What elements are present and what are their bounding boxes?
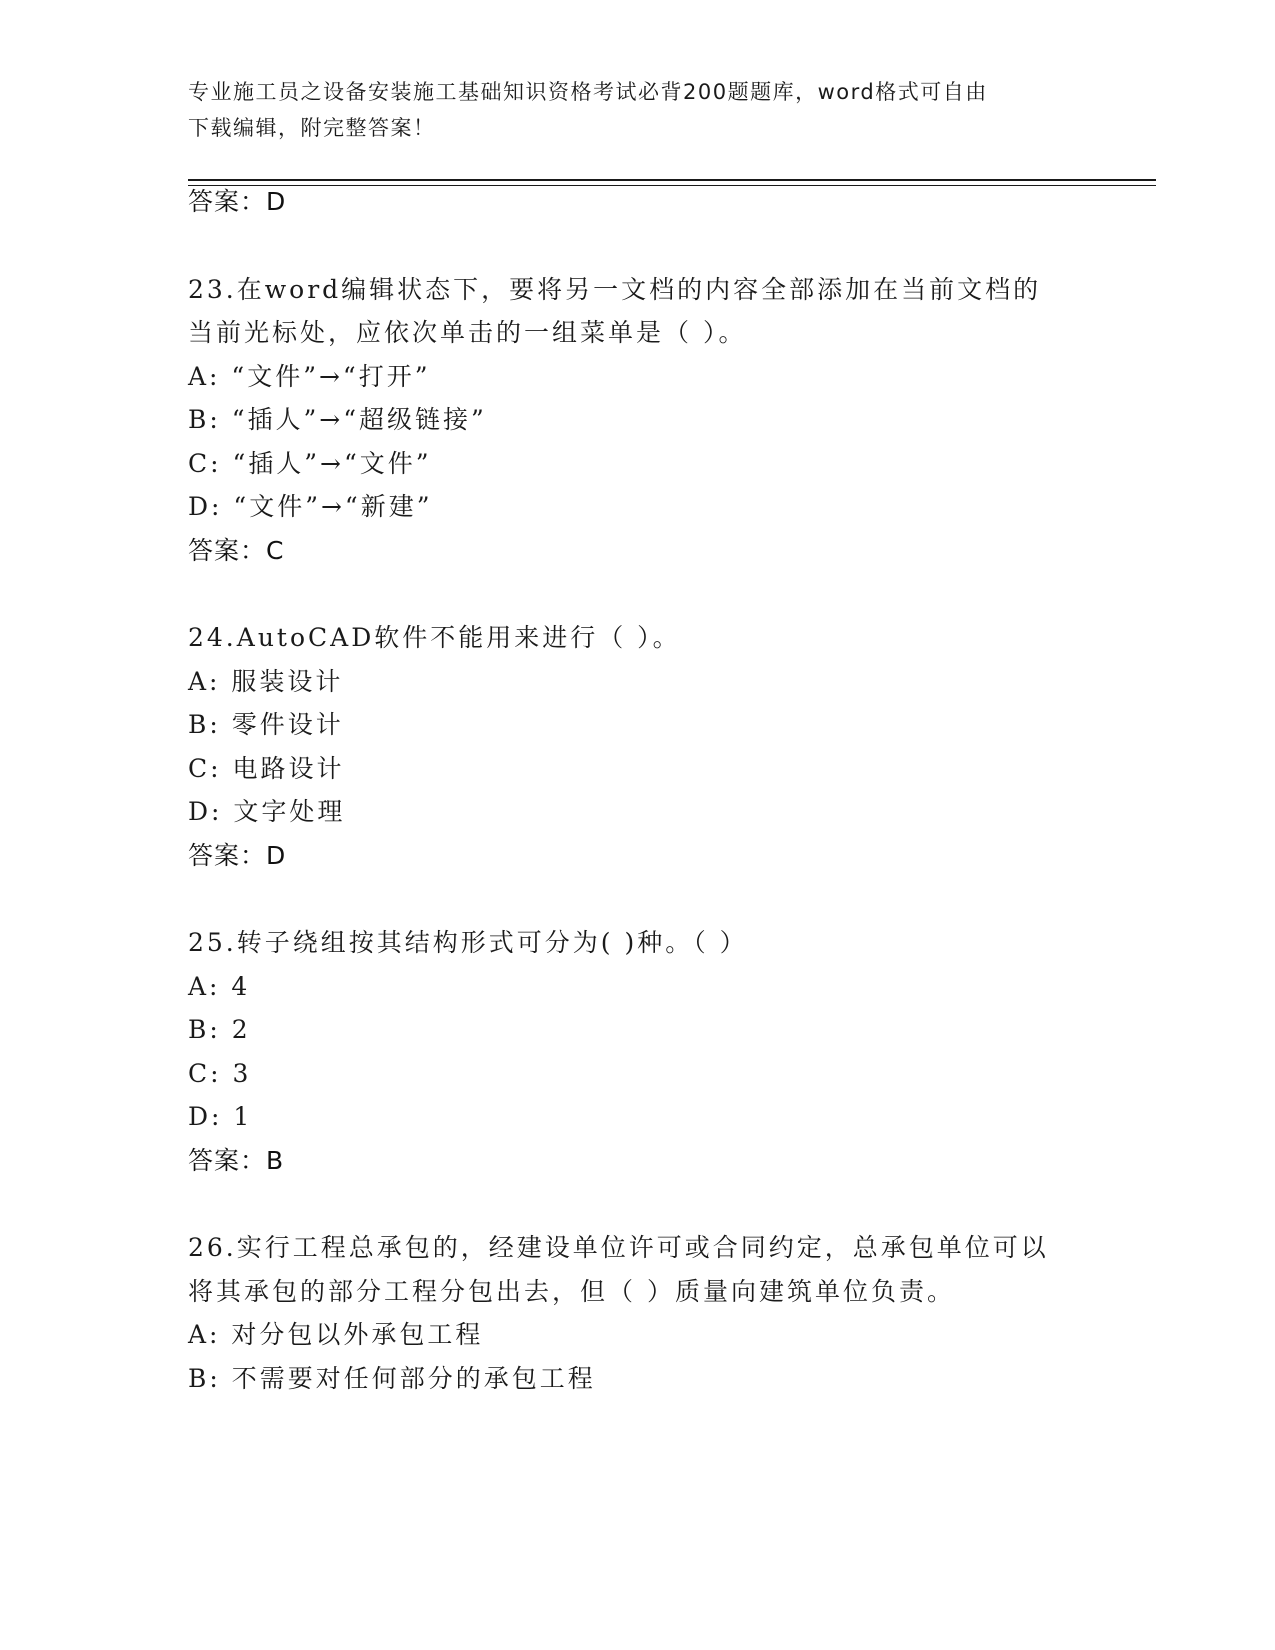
question-26-option-a: A: 对分包以外承包工程 bbox=[188, 1320, 484, 1349]
question-25-option-a: A: 4 bbox=[188, 972, 251, 1001]
question-24-option-b: B: 零件设计 bbox=[188, 710, 344, 739]
question-26-stem-line-2: 将其承包的部分工程分包出去，但（ ）质量向建筑单位负责。 bbox=[188, 1277, 955, 1306]
question-23-option-a: A: “文件”→“打开” bbox=[188, 362, 431, 391]
header-line-2: 下载编辑，附完整答案！ bbox=[188, 116, 436, 140]
page-header bbox=[188, 74, 1088, 146]
question-25-option-c: C: 3 bbox=[188, 1059, 252, 1088]
question-25-stem-line-1: 25.转子绕组按其结构形式可分为( )种。（ ） bbox=[188, 928, 748, 957]
question-26-stem-line-1: 26.实行工程总承包的，经建设单位许可或合同约定，总承包单位可以 bbox=[188, 1233, 1049, 1262]
question-25-option-b: B: 2 bbox=[188, 1015, 251, 1044]
question-24-option-a: A: 服装设计 bbox=[188, 667, 344, 696]
question-23-stem-line-1: 23.在word编辑状态下，要将另一文档的内容全部添加在当前文档的 bbox=[188, 275, 1042, 304]
question-23-stem-line-2: 当前光标处，应依次单击的一组菜单是（ ）。 bbox=[188, 318, 747, 347]
question-25-answer: 答案：B bbox=[188, 1146, 285, 1175]
header-line-1: 专业施工员之设备安装施工基础知识资格考试必背200题题库，word格式可自由 bbox=[188, 80, 988, 104]
question-24-option-c: C: 电路设计 bbox=[188, 754, 345, 783]
question-25-option-d: D: 1 bbox=[188, 1102, 253, 1131]
question-24-answer: 答案：D bbox=[188, 841, 287, 870]
header-rule-thick bbox=[188, 179, 1156, 181]
question-23-option-c: C: “插人”→“文件” bbox=[188, 449, 432, 478]
question-23-option-b: B: “插人”→“超级链接” bbox=[188, 405, 487, 434]
question-26-option-b: B: 不需要对任何部分的承包工程 bbox=[188, 1364, 596, 1393]
question-24-stem-line-1: 24.AutoCAD软件不能用来进行（ ）。 bbox=[188, 623, 681, 652]
question-23-option-d: D: “文件”→“新建” bbox=[188, 492, 433, 521]
question-23-answer: 答案：C bbox=[188, 536, 285, 565]
header-rule-thin bbox=[188, 185, 1156, 186]
question-24-option-d: D: 文字处理 bbox=[188, 797, 346, 826]
answer-previous: 答案：D bbox=[188, 187, 287, 216]
